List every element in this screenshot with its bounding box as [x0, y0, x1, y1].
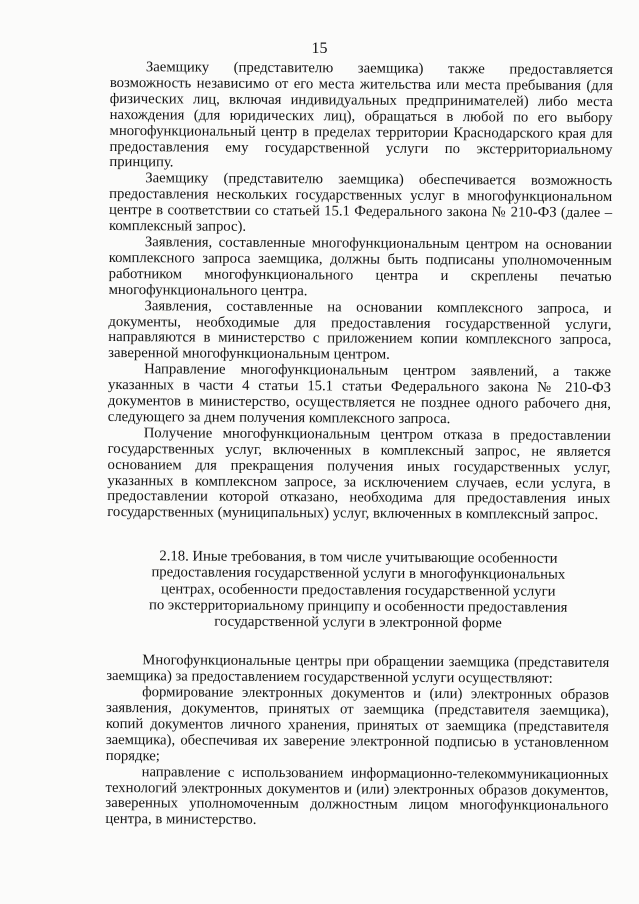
paragraph: Заемщику (представителю заемщика) обеспечивается возможность предоставления нескольких государственных услуг в многофункциональном центре в соответствии со статьей 15.1 Федерального закона № 210-ФЗ (далее – комплексный запрос).	[108, 170, 613, 235]
paragraph: Заемщику (представителю заемщика) также предоставляется возможность независимо от его места жительства или места пребывания (для физических лиц, включая индивидуальных предпринимателей) либо места нахождения (для юридических лиц), обращаться в любой по его выбору многофункциональный центр в пределах территории Краснодарского края для предоставления ему государственной услуги по экстерриториальному принципу.	[109, 59, 613, 171]
section-heading-line: центрах, особенности предоставления государственной услуги	[160, 581, 556, 600]
section-heading-line: по экстерриториальному принципу и особенности предоставления	[148, 597, 568, 616]
section-heading	[107, 548, 610, 632]
section-heading-line: 2.18. Иные требования, в том числе учитывающие особенности	[159, 548, 558, 568]
section-heading-line: предоставления государственной услуги в многофункциональных	[151, 564, 566, 584]
section-heading-line: государственной услуги в электронной форме	[214, 613, 502, 632]
paragraph: Многофункциональные центры при обращении заемщика (представителя заемщика) за предоставлением государственной услуги осуществляют:	[106, 652, 610, 687]
paragraph: Направление многофункциональным центром заявлений, а также указанных в части 4 статьи 15.1 статьи Федерального закона № 210-ФЗ документов в министерство, осуществляется не позднее одного рабочего дня, следующего за днем получения комплексного запроса.	[107, 361, 612, 428]
page-number: 15	[311, 40, 328, 57]
paragraph: направление с использованием информационно-телекоммуникационных технологий электронных документов и (или) электронных образов документов, заверенных уполномоченным должностным лицом многофункционального центра, в министерство.	[105, 763, 609, 829]
document-body	[105, 60, 613, 831]
paragraph: Заявления, составленные на основании комплексного запроса, и документы, необходимые для предоставления государственной услуги, направляются в министерство с приложением копии комплексного запроса, заверенной многофункциональным центром.	[108, 297, 612, 364]
paragraph: формирование электронных документов и (или) электронных образов заявления, документов, принятых от заемщика (представителя заемщика), копий документов личного хранения, принятых от заемщика (представителя заемщика), обеспечивая их заверение электронной подписью в установленном порядке;	[105, 684, 610, 765]
paragraph: Заявления, составленные многофункциональным центром на основании комплексного запроса заемщика, должны быть подписаны уполномоченным работником многофункционального центра и скреплены печатью многофункционального центра.	[108, 234, 612, 299]
paragraph: Получение многофункциональным центром отказа в предоставлении государственных услуг, включенных в комплексный запрос, не является основанием для прекращения получения иных государственных услуг, указанных в комплексном запросе, за исключением случаев, если услуга, в предоставлении которой отказано, необходима для предоставления иных государственных (муниципальных) услуг, включенных в комплексный запрос.	[107, 425, 611, 524]
